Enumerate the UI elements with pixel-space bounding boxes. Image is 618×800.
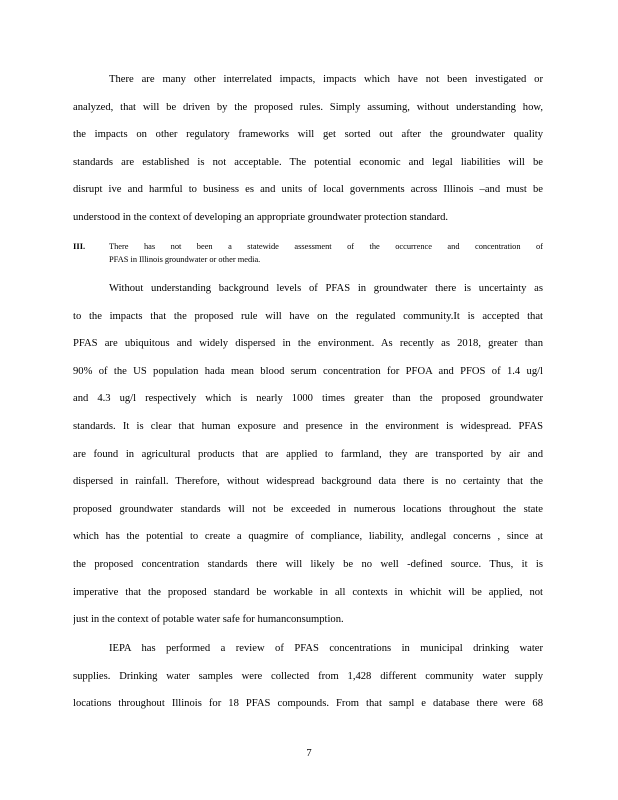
text-line: disrupt ive and harmful to business es and units of local governments across Illinois –and must be: [73, 184, 543, 196]
text-line: imperative that the proposed standard be workable in all contexts in whichit will be applied, not: [73, 586, 543, 598]
text-line: IEPA has performed a review of PFAS concentrations in municipal drinking water: [109, 643, 543, 654]
text-line: locations throughout Illinois for 18 PFAS compounds. From that sampl e database there were 68: [73, 698, 543, 710]
text-line: which has the potential to create a quagmire of compliance, liability, andlegal concerns , since at: [73, 531, 543, 543]
text-line: understood in the context of developing an appropriate groundwater protection standard.: [73, 211, 449, 223]
text-line: There are many other interrelated impacts, impacts which have not been investigated or: [109, 74, 543, 85]
text-line: PFAS are ubiquitous and widely dispersed in the environment. As recently as 2018, greater than: [73, 338, 543, 350]
paragraph-iepa-review: [73, 635, 543, 718]
paragraph-background-levels: [73, 275, 543, 634]
text-line: standards. It is clear that human exposure and presence in the environment is widespread. PFAS: [73, 420, 543, 432]
text-line: proposed groundwater standards will not be exceeded in numerous locations throughout the state: [73, 503, 543, 515]
text-line: are found in agricultural products that are applied to farmland, they are transported by air and: [73, 448, 543, 460]
text-line: and 4.3 ug/l respectively which is nearly 1000 times greater than the proposed groundwater: [73, 393, 543, 405]
text-line: analyzed, that will be driven by the proposed rules. Simply assuming, without understanding how,: [73, 101, 543, 113]
text-line: Without understanding background levels of PFAS in groundwater there is uncertainty as: [109, 283, 543, 294]
text-line: 90% of the US population hada mean blood serum concentration for PFOA and PFOS of 1.4 ug/l: [73, 365, 543, 377]
text-line: dispersed in rainfall. Therefore, without widespread background data there is no certainty that the: [73, 476, 543, 488]
section-heading: [73, 240, 543, 266]
text-line: supplies. Drinking water samples were collected from 1,428 different community water supply: [73, 670, 543, 682]
text-line: the impacts on other regulatory frameworks will get sorted out after the groundwater quality: [73, 129, 543, 141]
heading-line: There has not been a statewide assessment of the occurrence and concentration of: [109, 242, 543, 251]
page-number: 7: [306, 748, 312, 759]
text-line: the proposed concentration standards there will likely be no well -defined source. Thus, it is: [73, 558, 543, 570]
text-line: to the impacts that the proposed rule will have on the regulated community.It is accepted that: [73, 310, 543, 322]
paragraph-interrelated-impacts: [73, 66, 543, 232]
text-line: just in the context of potable water safe for humanconsumption.: [73, 614, 344, 626]
section-number: III.: [73, 241, 86, 251]
text-line: standards are established is not acceptable. The potential economic and legal liabilities will be: [73, 156, 543, 168]
heading-line: PFAS in Illinois groundwater or other media.: [109, 255, 261, 264]
